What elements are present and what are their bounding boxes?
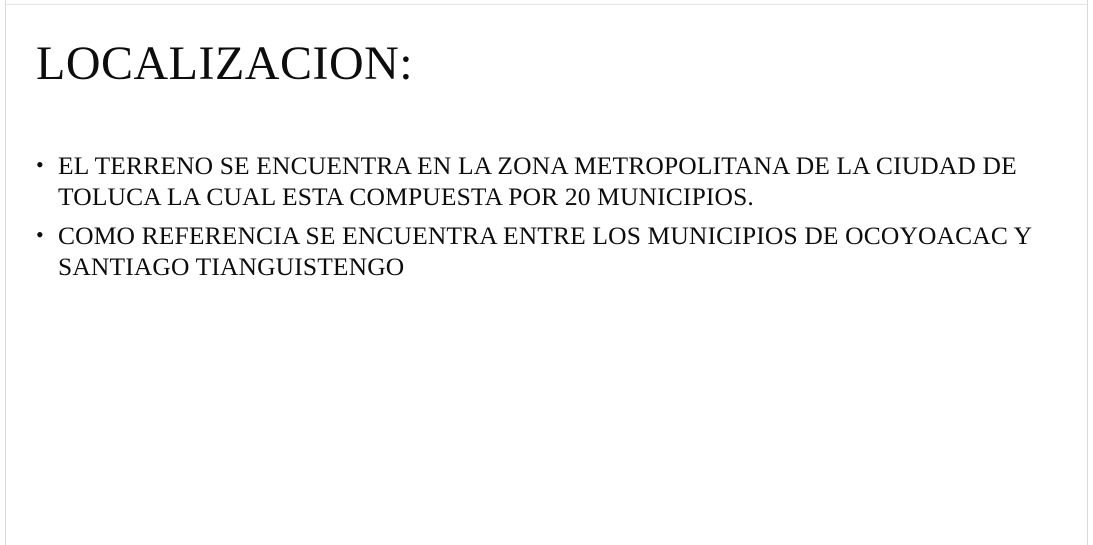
list-item-text: COMO REFERENCIA SE ENCUENTRA ENTRE LOS MUNICIPIOS DE OCOYOACAC Y SANTIAGO TIANGUISTENGO xyxy=(58,221,1032,282)
list-item xyxy=(36,150,1046,212)
bullet-icon: • xyxy=(36,152,44,177)
list-item xyxy=(36,220,1046,282)
list-item-text: EL TERRENO SE ENCUENTRA EN LA ZONA METROPOLITANA DE LA CIUDAD DE TOLUCA LA CUAL ESTA COMPUESTA POR 20 MUNICIPIOS. xyxy=(58,151,1017,212)
slide-right-edge xyxy=(1087,0,1093,545)
slide-left-edge xyxy=(0,0,6,545)
slide-top-edge xyxy=(0,0,1093,5)
bullet-icon: • xyxy=(36,222,44,248)
body-content xyxy=(36,150,1046,290)
page-title: LOCALIZACION: xyxy=(36,37,414,90)
